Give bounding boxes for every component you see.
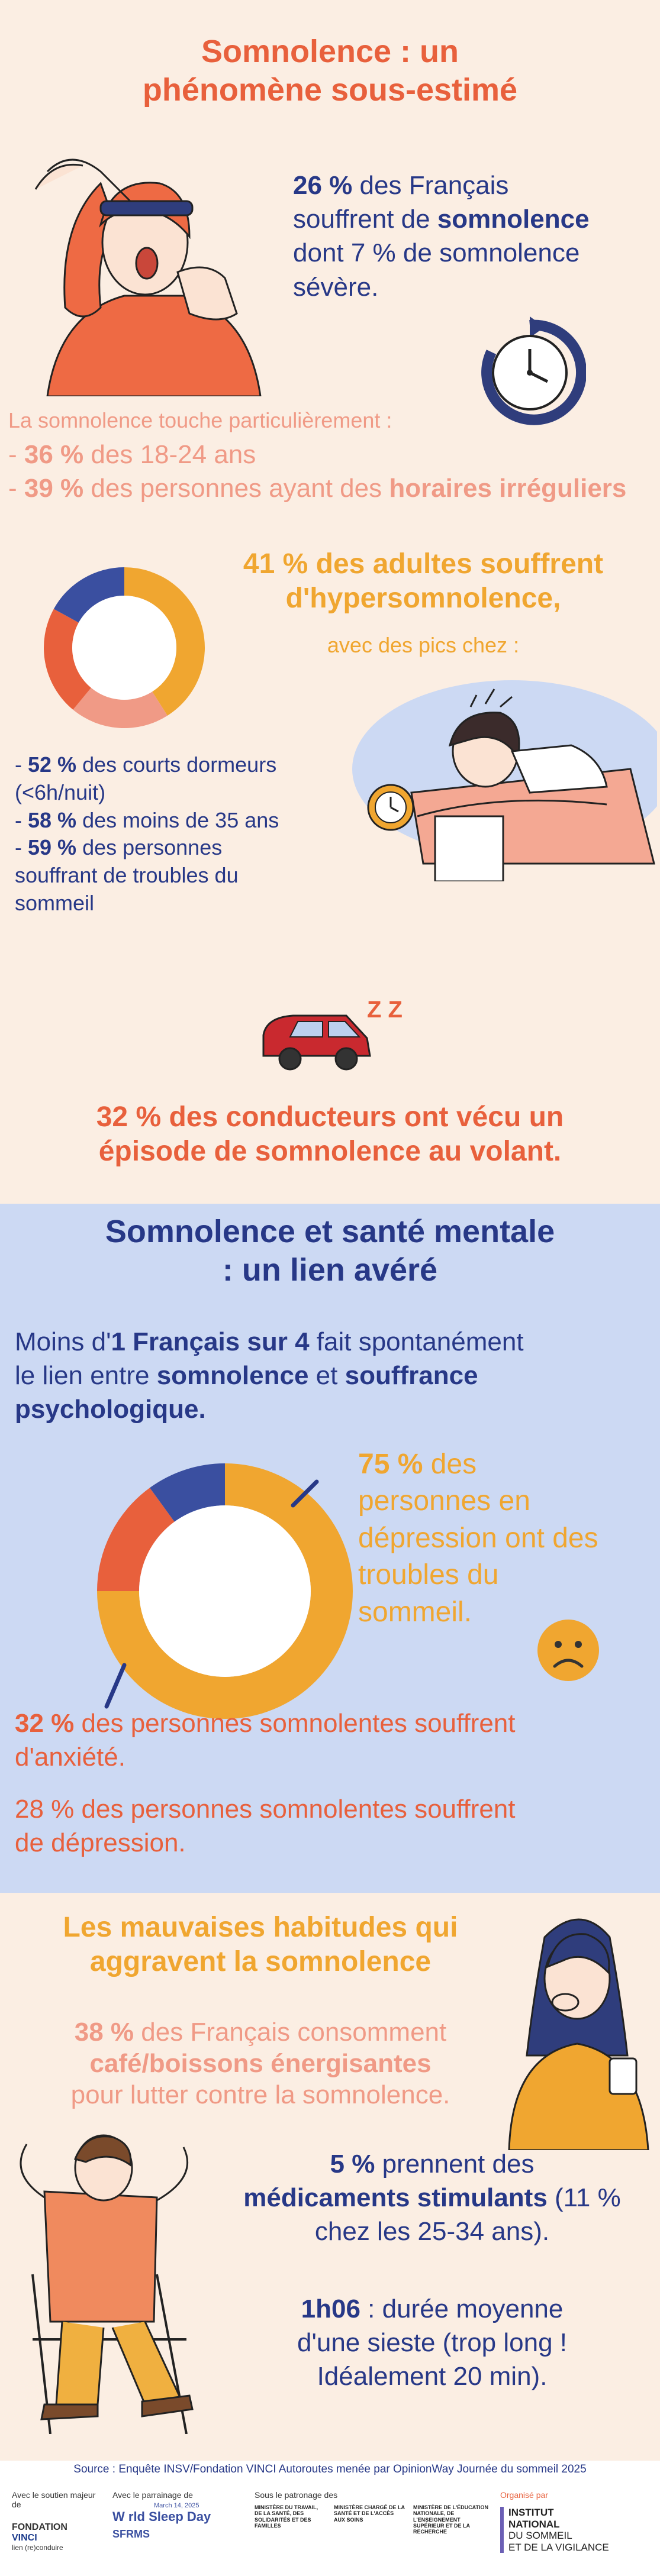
section-somnolence <box>0 0 660 1204</box>
nap-stat: 1h06 : durée moyenne d'une sieste (trop long ! Idéalement 20 min). <box>297 2294 567 2391</box>
medication-stat: 5 % prennent des médicaments stimulants (11 % chez les 25-34 ans). <box>243 2150 621 2247</box>
logo-ministries: Sous le patronage des MINISTÈRE DU TRAVAIL, DE LA SANTÉ, DES SOLIDARITÉS ET DES FAMILLES MINISTÈRE CHARGÉ DE LA SANTÉ ET DE L'ACCÈS AUX SOINS MINISTÈRE DE L'ÉDUCATION NATIONALE, DE L'ENSEIGNEMENT SUPÉRIEUR ET DE LA RECHERCHE <box>255 2490 491 2535</box>
tired-woman-bed-illustration <box>323 674 657 881</box>
logo-fondation-vinci: Avec le soutien majeur de FONDATION VINCI lien (re)conduire <box>12 2490 96 2552</box>
yawning-woman-illustration <box>12 136 284 396</box>
section3-title: Les mauvaises habitudes qui aggravent la somnolence <box>63 1912 458 1977</box>
logo-insv: Organisé par INSTITUT NATIONAL DU SOMMEIL ET DE LA VIGILANCE <box>500 2490 609 2553</box>
red-car-icon <box>257 1009 376 1077</box>
hypersomnolence-stat: 41 % des adultes souffrent d'hypersomnolence, <box>243 548 604 614</box>
source-citation: Source : Enquête INSV/Fondation VINCI Autoroutes menée par OpinionWay Journée du sommeil 2025 <box>73 2463 587 2475</box>
depression-stat: 75 % des personnes en dépression ont des troubles du sommeil. <box>358 1449 598 1628</box>
sad-face-icon <box>536 1618 601 1683</box>
section-bad-habits <box>0 1893 660 2461</box>
section1-title: Somnolence : un phénomène sous-estimé <box>142 34 518 108</box>
man-in-chair-illustration <box>9 2126 228 2434</box>
peak-groups-list: - 52 % des courts dormeurs (<6h/nuit) - 58 % des moins de 35 ans - 59 % des personnes souffrant de troubles du sommeil <box>15 752 279 915</box>
touch-item-age: - 36 % des 18-24 ans <box>8 440 256 469</box>
anxiety-stat: 32 % des personnes somnolentes souffrent d'anxiété. <box>15 1709 516 1772</box>
woman-coffee-illustration <box>497 1902 657 2150</box>
logo-world-sleep-day: Avec le parrainage de March 14, 2025 W rld Sleep Day SFRMS <box>112 2490 211 2540</box>
zzz-icon: Z Z <box>367 997 403 1023</box>
section-mental-health <box>0 1204 660 1893</box>
touch-item-schedule: - 39 % des personnes ayant des horaires irréguliers <box>8 474 627 503</box>
donut-hole <box>72 596 176 700</box>
ministry-education: MINISTÈRE DE L'ÉDUCATION NATIONALE, DE L'ENSEIGNEMENT SUPÉRIEUR ET DE LA RECHERCHE <box>413 2504 488 2535</box>
touch-list <box>8 438 653 505</box>
section2-title: Somnolence et santé mentale : un lien avéré <box>105 1214 555 1288</box>
hypersomnolence-donut-chart <box>41 565 207 731</box>
link-intro: Moins d'1 Français sur 4 fait spontanément le lien entre somnolence et souffrance psychologique. <box>15 1327 524 1424</box>
hypersomnolence-subtitle: avec des pics chez : <box>327 633 520 657</box>
coffee-stat: 38 % des Français consomment café/boissons énergisantes pour lutter contre la somnolence. <box>70 2018 450 2109</box>
ministry-health-access: MINISTÈRE CHARGÉ DE LA SANTÉ ET DE L'ACCÈS AUX SOINS <box>334 2504 405 2523</box>
somnolence-stat: 26 % des Français souffrent de somnolence dont 7 % de somnolence sévère. <box>293 171 590 302</box>
depression-somnolence-stat: 28 % des personnes somnolentes souffrent de dépression. <box>15 1795 516 1858</box>
donut-callout-lines <box>89 1440 367 1748</box>
footer-logos <box>0 2461 660 2576</box>
clock-icon <box>474 316 586 429</box>
touch-intro: La somnolence touche particulièrement : <box>8 408 392 432</box>
ministry-work-health: MINISTÈRE DU TRAVAIL, DE LA SANTÉ, DES SOLIDARITÉS ET DES FAMILLES <box>255 2504 318 2529</box>
drivers-stat: 32 % des conducteurs ont vécu un épisode de somnolence au volant. <box>96 1101 564 1167</box>
